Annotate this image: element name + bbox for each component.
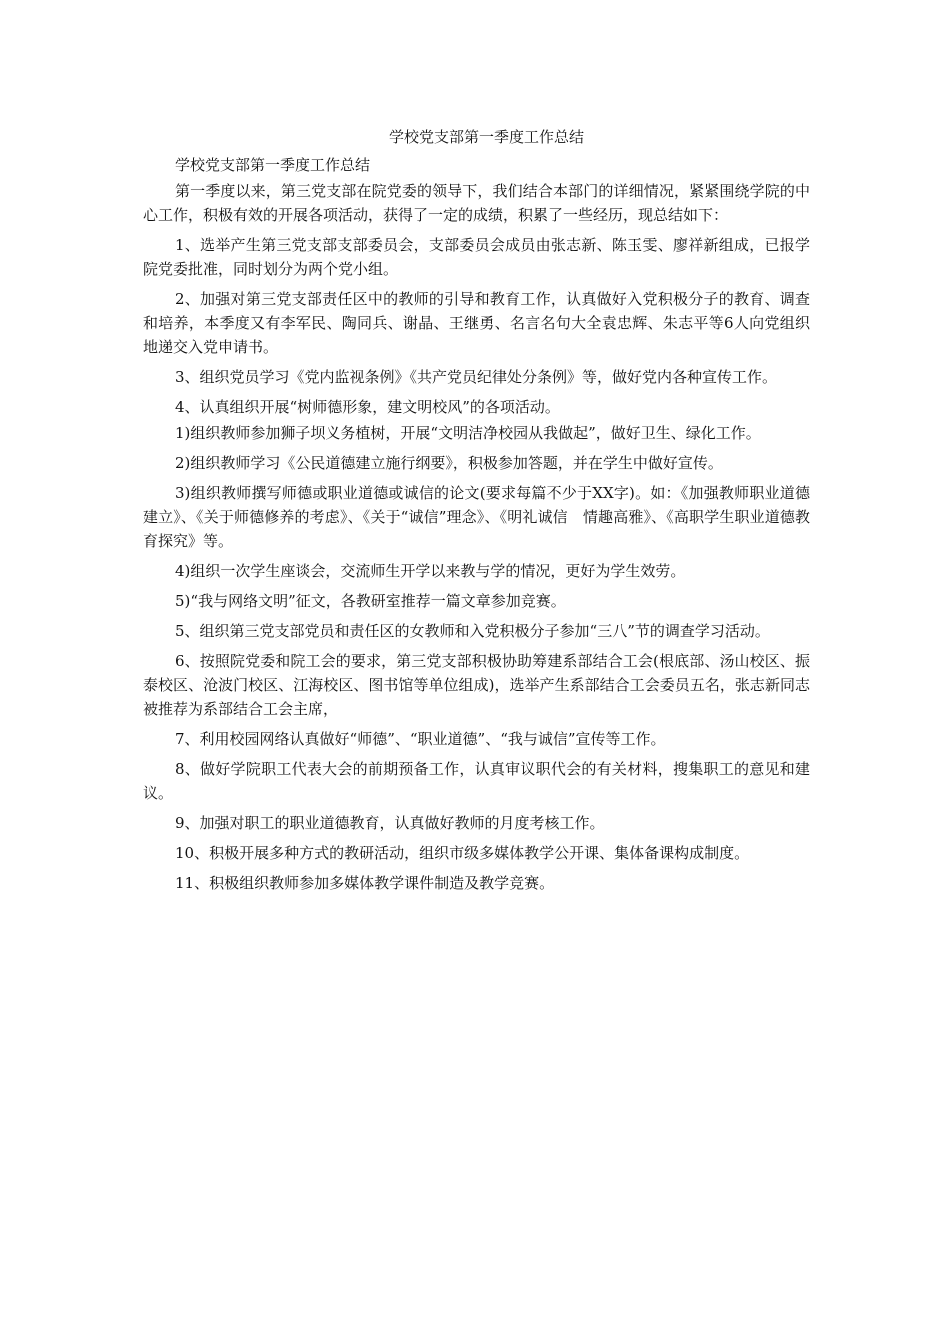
paragraph-subitem-1: 1)组织教师参加狮子坝义务植树，开展“文明洁净校园从我做起”，做好卫生、绿化工作。 (175, 424, 761, 442)
paragraph-item-10: 10、积极开展多种方式的教研活动，组织市级多媒体教学公开课、集体备课构成制度。 (175, 844, 750, 862)
paragraph-item-3: 3、组织党员学习《党内监视条例》《共产党员纪律处分条例》等，做好党内各种宣传工作。 (175, 368, 778, 386)
paragraph-item-4: 4、认真组织开展“树师德形象，建文明校风”的各项活动。 (175, 398, 560, 416)
paragraph-subitem-4: 4)组织一次学生座谈会，交流师生开学以来教与学的情况，更好为学生效劳。 (175, 562, 686, 580)
document-page (143, 125, 810, 895)
paragraph-subitem-3: 3)组织教师撰写师德或职业道德或诚信的论文(要求每篇不少于XX字)。如：《加强教师职业道德建立》、《关于师德修养的考虑》、《关于“诚信”理念》、《明礼诚信 情趣高雅》、《高职学生职业道德教育探究》等。 (143, 484, 810, 550)
paragraph-intro: 第一季度以来，第三党支部在院党委的领导下，我们结合本部门的详细情况，紧紧围绕学院的中心工作，积极有效的开展各项活动，获得了一定的成绩，积累了一些经历，现总结如下： (143, 182, 810, 224)
document-subtitle: 学校党支部第一季度工作总结 (175, 156, 371, 174)
document-title: 学校党支部第一季度工作总结 (388, 128, 584, 146)
paragraph-item-8: 8、做好学院职工代表大会的前期预备工作，认真审议职代会的有关材料，搜集职工的意见和建议。 (143, 760, 810, 802)
paragraph-item-5: 5、组织第三党支部党员和责任区的女教师和入党积极分子参加“三八”节的调查学习活动。 (175, 622, 770, 640)
paragraph-item-11: 11、积极组织教师参加多媒体教学课件制造及教学竞赛。 (175, 874, 555, 892)
paragraph-subitem-2: 2)组织教师学习《公民道德建立施行纲要》，积极参加答题，并在学生中做好宣传。 (175, 454, 723, 472)
paragraph-item-9: 9、加强对职工的职业道德教育，认真做好教师的月度考核工作。 (175, 814, 605, 832)
paragraph-subitem-5: 5)“我与网络文明”征文，各教研室推荐一篇文章参加竞赛。 (175, 592, 566, 610)
paragraph-item-7: 7、利用校园网络认真做好“师德”、“职业道德”、“我与诚信”宣传等工作。 (175, 730, 666, 748)
paragraph-item-1: 1、选举产生第三党支部支部委员会，支部委员会成员由张志新、陈玉雯、廖祥新组成，已报学院党委批准，同时划分为两个党小组。 (143, 236, 810, 278)
paragraph-item-6: 6、按照院党委和院工会的要求，第三党支部积极协助筹建系部结合工会(根底部、汤山校区、振泰校区、沧波门校区、江海校区、图书馆等单位组成)，选举产生系部结合工会委员五名，张志新同志被推荐为系部结合工会主席， (143, 652, 810, 718)
paragraph-item-2: 2、加强对第三党支部责任区中的教师的引导和教育工作，认真做好入党积极分子的教育、调查和培养，本季度又有李军民、陶同兵、谢晶、王继勇、名言名句大全袁忠辉、朱志平等6人向党组织地递交入党申请书。 (143, 290, 810, 356)
